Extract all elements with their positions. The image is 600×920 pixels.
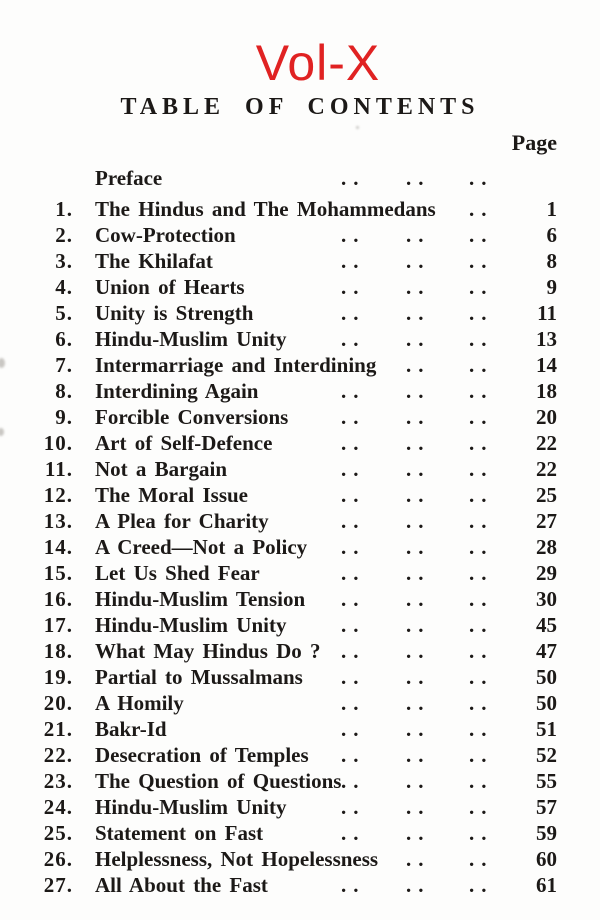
dot-leader: .. bbox=[469, 665, 494, 689]
entry-number: 12. bbox=[43, 483, 73, 507]
entry-page-number: 11 bbox=[537, 301, 557, 325]
toc-entry-row bbox=[0, 560, 600, 586]
toc-entry-row bbox=[0, 768, 600, 794]
entry-page-number: 20 bbox=[536, 405, 557, 429]
dot-leader: .. bbox=[469, 223, 494, 247]
entry-page-number: 14 bbox=[536, 353, 557, 377]
dot-leader: .. bbox=[469, 509, 494, 533]
entry-title: A Creed—Not a Policy bbox=[95, 535, 308, 559]
entry-title: Let Us Shed Fear bbox=[95, 561, 260, 585]
dot-leader: .. bbox=[469, 431, 494, 455]
entry-page-number: 61 bbox=[536, 873, 557, 897]
toc-entry-row bbox=[0, 586, 600, 612]
entry-title: A Plea for Charity bbox=[95, 509, 269, 533]
dot-leader: .. bbox=[406, 769, 431, 793]
entry-title: Forcible Conversions bbox=[95, 405, 289, 429]
toc-entry-row bbox=[0, 534, 600, 560]
toc-entry-row bbox=[0, 638, 600, 664]
dot-leader: .. bbox=[469, 301, 494, 325]
entry-title: The Question of Questions bbox=[95, 769, 342, 793]
dot-leader: .. bbox=[341, 743, 366, 767]
dot-leader: .. bbox=[341, 327, 366, 351]
entry-title: Interdining Again bbox=[95, 379, 259, 403]
dot-leader: .. bbox=[469, 717, 494, 741]
toc-entry-row bbox=[0, 456, 600, 482]
dot-leader: .. bbox=[469, 197, 494, 221]
entry-page-number: 18 bbox=[536, 379, 557, 403]
entry-title: Intermarriage and Interdining bbox=[95, 353, 377, 377]
toc-list bbox=[0, 165, 600, 898]
toc-entry-row bbox=[0, 742, 600, 768]
dot-leader: .. bbox=[469, 847, 494, 871]
volume-label: Vol-X bbox=[255, 35, 381, 91]
entry-number: 10. bbox=[43, 431, 73, 455]
toc-heading: TABLE OF CONTENTS bbox=[120, 94, 480, 120]
dot-leader: .. bbox=[406, 431, 431, 455]
entry-number: 2. bbox=[55, 223, 73, 247]
dot-leader: .. bbox=[406, 353, 431, 377]
toc-entry-row bbox=[0, 196, 600, 222]
entry-title: Cow-Protection bbox=[95, 223, 236, 247]
dot-leader: .. bbox=[469, 639, 494, 663]
dot-leader: .. bbox=[341, 223, 366, 247]
dot-leader: .. bbox=[341, 509, 366, 533]
dot-leader: .. bbox=[469, 535, 494, 559]
dot-leader: .. bbox=[469, 873, 494, 897]
entry-title: The Moral Issue bbox=[95, 483, 248, 507]
dot-leader: .. bbox=[406, 327, 431, 351]
dot-leader: .. bbox=[406, 613, 431, 637]
dot-leader: .. bbox=[469, 613, 494, 637]
entry-title: What May Hindus Do ? bbox=[95, 639, 321, 663]
toc-entry-row bbox=[0, 326, 600, 352]
entry-page-number: 57 bbox=[536, 795, 557, 819]
dot-leader: .. bbox=[469, 327, 494, 351]
dot-leader: .. bbox=[469, 457, 494, 481]
entry-title: Desecration of Temples bbox=[95, 743, 309, 767]
entry-page-number: 28 bbox=[536, 535, 557, 559]
toc-entry-row bbox=[0, 430, 600, 456]
dot-leader: .. bbox=[406, 561, 431, 585]
entry-title: Preface bbox=[95, 166, 163, 190]
entry-title: Union of Hearts bbox=[95, 275, 245, 299]
dot-leader: .. bbox=[469, 821, 494, 845]
entry-number: 18. bbox=[43, 639, 73, 663]
dot-leader: .. bbox=[341, 457, 366, 481]
toc-entry-row bbox=[0, 378, 600, 404]
dot-leader: .. bbox=[469, 166, 494, 190]
entry-page-number: 29 bbox=[536, 561, 557, 585]
entry-title: Unity is Strength bbox=[95, 301, 254, 325]
dot-leader: .. bbox=[406, 301, 431, 325]
entry-page-number: 59 bbox=[536, 821, 557, 845]
dot-leader: .. bbox=[406, 691, 431, 715]
entry-page-number: 51 bbox=[536, 717, 557, 741]
entry-page-number: 22 bbox=[536, 457, 557, 481]
entry-page-number: 50 bbox=[536, 665, 557, 689]
dot-leader: .. bbox=[406, 405, 431, 429]
dot-leader: .. bbox=[469, 769, 494, 793]
entry-title: Hindu-Muslim Unity bbox=[95, 327, 287, 351]
toc-entry-row bbox=[0, 222, 600, 248]
entry-title: Statement on Fast bbox=[95, 821, 264, 845]
entry-number: 21. bbox=[43, 717, 73, 741]
page-column-label: Page bbox=[511, 130, 557, 155]
entry-page-number: 47 bbox=[536, 639, 557, 663]
entry-title: Hindu-Muslim Unity bbox=[95, 795, 287, 819]
dot-leader: .. bbox=[406, 535, 431, 559]
entry-page-number: 1 bbox=[546, 197, 557, 221]
entry-number: 20. bbox=[43, 691, 73, 715]
entry-page-number: 6 bbox=[546, 223, 557, 247]
scan-speck bbox=[356, 126, 359, 129]
dot-leader: .. bbox=[341, 249, 366, 273]
entry-number: 9. bbox=[55, 405, 73, 429]
toc-entry-row bbox=[0, 248, 600, 274]
entry-page-number: 45 bbox=[536, 613, 557, 637]
dot-leader: .. bbox=[406, 275, 431, 299]
dot-leader: .. bbox=[341, 535, 366, 559]
toc-entry-row bbox=[0, 846, 600, 872]
dot-leader: .. bbox=[341, 301, 366, 325]
dot-leader: .. bbox=[341, 873, 366, 897]
dot-leader: .. bbox=[406, 587, 431, 611]
entry-title: The Khilafat bbox=[95, 249, 213, 273]
dot-leader: .. bbox=[406, 795, 431, 819]
dot-leader: .. bbox=[406, 743, 431, 767]
entry-title: Not a Bargain bbox=[95, 457, 227, 481]
entry-page-number: 27 bbox=[536, 509, 557, 533]
entry-page-number: 50 bbox=[536, 691, 557, 715]
entry-title: All About the Fast bbox=[95, 873, 268, 897]
entry-page-number: 8 bbox=[546, 249, 557, 273]
entry-title: The Hindus and The Mohammedans bbox=[95, 197, 436, 221]
entry-page-number: 13 bbox=[536, 327, 557, 351]
dot-leader: .. bbox=[341, 769, 366, 793]
dot-leader: .. bbox=[469, 795, 494, 819]
dot-leader: .. bbox=[406, 223, 431, 247]
entry-page-number: 60 bbox=[536, 847, 557, 871]
dot-leader: .. bbox=[469, 379, 494, 403]
entry-number: 11. bbox=[44, 457, 73, 481]
entry-number: 15. bbox=[43, 561, 73, 585]
dot-leader: .. bbox=[406, 249, 431, 273]
dot-leader: .. bbox=[341, 717, 366, 741]
toc-entry-row bbox=[0, 820, 600, 846]
toc-entry-row bbox=[0, 716, 600, 742]
dot-leader: .. bbox=[341, 613, 366, 637]
entry-number: 23. bbox=[43, 769, 73, 793]
entry-number: 19. bbox=[43, 665, 73, 689]
entry-number: 27. bbox=[43, 873, 73, 897]
entry-title: Partial to Mussalmans bbox=[95, 665, 303, 689]
toc-entry-row bbox=[0, 508, 600, 534]
toc-entry-row bbox=[0, 274, 600, 300]
dot-leader: .. bbox=[406, 166, 431, 190]
dot-leader: .. bbox=[469, 405, 494, 429]
entry-title: A Homily bbox=[95, 691, 184, 715]
dot-leader: .. bbox=[406, 379, 431, 403]
dot-leader: .. bbox=[469, 587, 494, 611]
dot-leader: .. bbox=[341, 483, 366, 507]
dot-leader: .. bbox=[406, 457, 431, 481]
entry-number: 13. bbox=[43, 509, 73, 533]
dot-leader: .. bbox=[341, 275, 366, 299]
entry-number: 24. bbox=[43, 795, 73, 819]
dot-leader: .. bbox=[341, 379, 366, 403]
dot-leader: .. bbox=[406, 639, 431, 663]
entry-page-number: 52 bbox=[536, 743, 557, 767]
entry-number: 26. bbox=[43, 847, 73, 871]
dot-leader: .. bbox=[406, 665, 431, 689]
entry-title: Hindu-Muslim Tension bbox=[95, 587, 306, 611]
toc-entry-row bbox=[0, 872, 600, 898]
toc-entry-row bbox=[0, 664, 600, 690]
entry-page-number: 30 bbox=[536, 587, 557, 611]
entry-number: 22. bbox=[43, 743, 73, 767]
dot-leader: .. bbox=[341, 639, 366, 663]
entry-page-number: 22 bbox=[536, 431, 557, 455]
dot-leader: .. bbox=[341, 821, 366, 845]
dot-leader: .. bbox=[469, 353, 494, 377]
entry-title: Hindu-Muslim Unity bbox=[95, 613, 287, 637]
dot-leader: .. bbox=[341, 691, 366, 715]
entry-number: 8. bbox=[55, 379, 73, 403]
dot-leader: .. bbox=[469, 483, 494, 507]
entry-page-number: 55 bbox=[536, 769, 557, 793]
dot-leader: .. bbox=[341, 561, 366, 585]
entry-title: Helplessness, Not Hopelessness bbox=[95, 847, 379, 871]
entry-number: 5. bbox=[55, 301, 73, 325]
dot-leader: .. bbox=[406, 483, 431, 507]
dot-leader: .. bbox=[406, 847, 431, 871]
dot-leader: .. bbox=[341, 431, 366, 455]
entry-title: Bakr-Id bbox=[95, 717, 167, 741]
dot-leader: .. bbox=[341, 405, 366, 429]
toc-entry-row bbox=[0, 352, 600, 378]
entry-number: 25. bbox=[43, 821, 73, 845]
entry-number: 3. bbox=[55, 249, 73, 273]
entry-number: 6. bbox=[55, 327, 73, 351]
dot-leader: .. bbox=[406, 873, 431, 897]
toc-entry-row bbox=[0, 690, 600, 716]
entry-number: 16. bbox=[43, 587, 73, 611]
entry-number: 14. bbox=[43, 535, 73, 559]
entry-page-number: 9 bbox=[546, 275, 557, 299]
dot-leader: .. bbox=[406, 821, 431, 845]
dot-leader: .. bbox=[341, 795, 366, 819]
entry-number: 1. bbox=[55, 197, 73, 221]
preface-row bbox=[0, 165, 600, 191]
dot-leader: .. bbox=[341, 166, 366, 190]
toc-entry-row bbox=[0, 612, 600, 638]
toc-entry-row bbox=[0, 794, 600, 820]
dot-leader: .. bbox=[406, 717, 431, 741]
entry-number: 4. bbox=[55, 275, 73, 299]
dot-leader: .. bbox=[469, 561, 494, 585]
toc-entry-row bbox=[0, 482, 600, 508]
dot-leader: .. bbox=[469, 691, 494, 715]
dot-leader: .. bbox=[341, 587, 366, 611]
toc-entry-row bbox=[0, 404, 600, 430]
dot-leader: .. bbox=[469, 249, 494, 273]
dot-leader: .. bbox=[406, 509, 431, 533]
dot-leader: .. bbox=[341, 665, 366, 689]
entry-number: 17. bbox=[43, 613, 73, 637]
entry-title: Art of Self-Defence bbox=[95, 431, 273, 455]
entry-page-number: 25 bbox=[536, 483, 557, 507]
dot-leader: .. bbox=[469, 275, 494, 299]
dot-leader: .. bbox=[469, 743, 494, 767]
toc-entry-row bbox=[0, 300, 600, 326]
entry-number: 7. bbox=[55, 353, 73, 377]
